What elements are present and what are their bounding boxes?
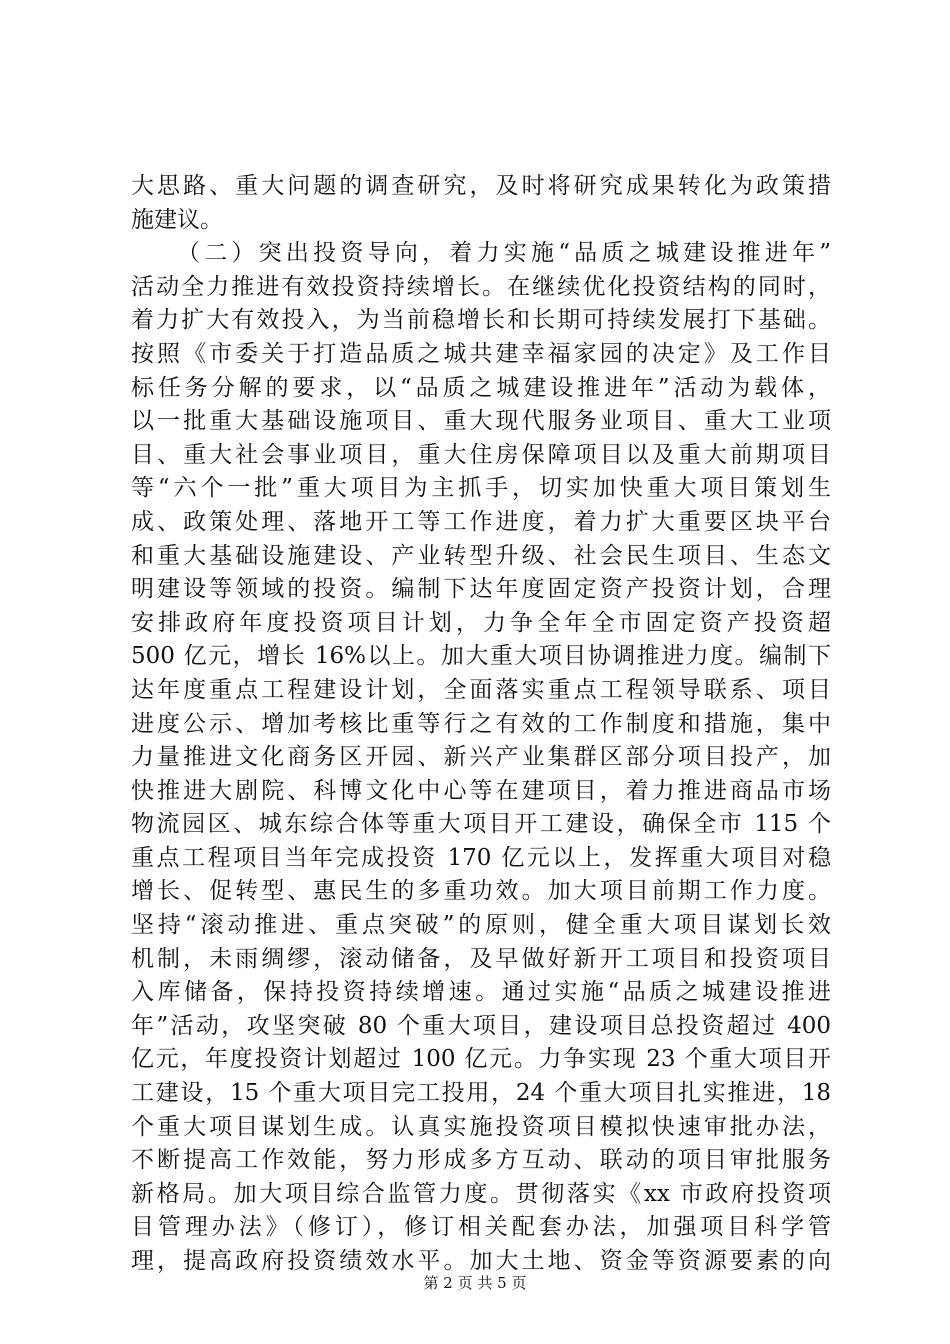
text-line: 工建设，15 个重大项目完工投用，24 个重大项目扎实推进，18 [131,1080,831,1107]
text-line: 和重大基础设施建设、产业转型升级、社会民生项目、生态文 [131,542,831,569]
text-line: 新格局。加大项目综合监管力度。贯彻落实《xx 市政府投资项 [131,1180,831,1207]
text-line: 安排政府年度投资项目计划，力争全年全市固定资产投资超 [131,609,831,636]
text-line: 大思路、重大问题的调查研究，及时将研究成果转化为政策措 [131,173,831,199]
text-line: 物流园区、城东综合体等重大项目开工建设，确保全市 115 个 [131,811,831,838]
text-line: 以一批重大基础设施项目、重大现代服务业项目、重大工业项 [131,408,831,435]
text-line: 坚持“滚动推进、重点突破”的原则，健全重大项目谋划长效 [131,912,831,939]
text-line: 明建设等领域的投资。编制下达年度固定资产投资计划，合理 [131,576,831,603]
page-number-footer: 第 2 页 共 5 页 [423,1274,527,1292]
text-line: 增长、促转型、惠民生的多重功效。加大项目前期工作力度。 [131,878,831,905]
text-line: 年”活动，攻坚突破 80 个重大项目，建设项目总投资超过 400 [131,1012,831,1039]
text-line: 入库储备，保持投资持续增速。通过实施“品质之城建设推进 [131,979,831,1006]
text-line: 个重大项目谋划生成。认真实施投资项目模拟快速审批办法， [131,1113,831,1140]
text-line: 着力扩大有效投入，为当前稳增长和长期可持续发展打下基础。 [131,307,831,334]
text-line: 快推进大剧院、科博文化中心等在建项目，着力推进商品市场 [131,777,831,804]
text-line: 重点工程项目当年完成投资 170 亿元以上，发挥重大项目对稳 [131,844,831,871]
text-line: （二）突出投资导向，着力实施“品质之城建设推进年” [177,240,831,267]
text-line: 等“六个一批”重大项目为主抓手，切实加快重大项目策划生 [131,475,831,502]
text-line: 进度公示、增加考核比重等行之有效的工作制度和措施，集中 [131,710,831,737]
body-text [131,170,831,1279]
text-line: 500 亿元，增长 16%以上。加大重大项目协调推进力度。编制下 [131,643,831,670]
text-line: 力量推进文化商务区开园、新兴产业集群区部分项目投产，加 [131,744,831,771]
text-line: 亿元，年度投资计划超过 100 亿元。力争实现 23 个重大项目开 [131,1046,831,1073]
text-line: 理，提高政府投资绩效水平。加大土地、资金等资源要素的向 [131,1248,831,1274]
text-line: 按照《市委关于打造品质之城共建幸福家园的决定》及工作目 [131,340,831,367]
text-line: 标任务分解的要求，以“品质之城建设推进年”活动为载体， [131,374,831,401]
text-line: 活动全力推进有效投资持续增长。在继续优化投资结构的同时， [131,273,831,300]
text-line: 机制，未雨绸缪，滚动储备，及早做好新开工项目和投资项目 [131,945,831,972]
text-line: 目、重大社会事业项目，重大住房保障项目以及重大前期项目 [131,441,831,468]
text-line: 达年度重点工程建设计划，全面落实重点工程领导联系、项目 [131,676,831,703]
text-line: 成、政策处理、落地开工等工作进度，着力扩大重要区块平台 [131,508,831,535]
text-line: 施建议。 [131,206,223,233]
text-line: 不断提高工作效能，努力形成多方互动、联动的项目审批服务 [131,1147,831,1174]
text-line: 目管理办法》（修订），修订相关配套办法，加强项目科学管 [131,1214,831,1241]
